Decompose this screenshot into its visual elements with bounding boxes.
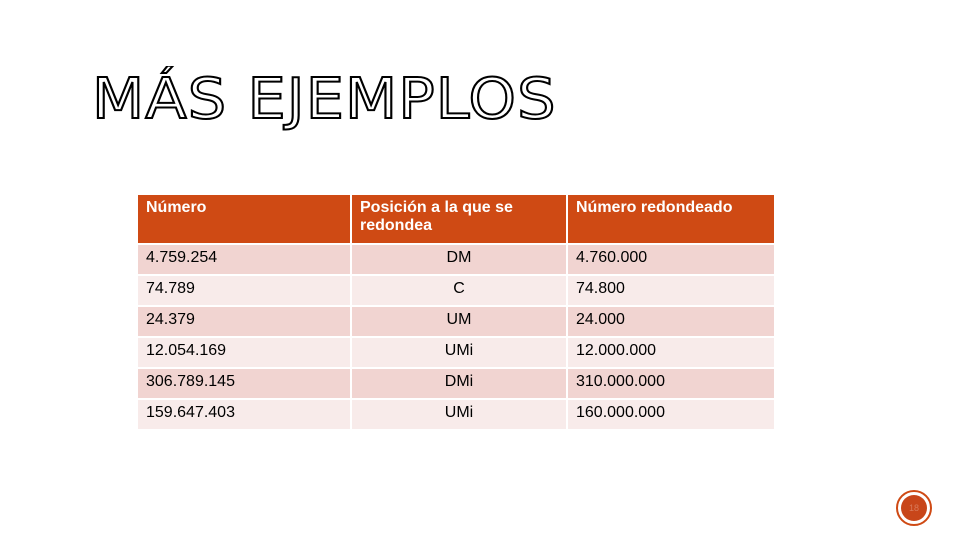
cell-redondeado: 74.800 bbox=[567, 275, 775, 306]
slide-number: 18 bbox=[901, 495, 927, 521]
cell-numero: 159.647.403 bbox=[137, 399, 351, 430]
header-posicion: Posición a la que se redondea bbox=[351, 194, 567, 244]
slide-title bbox=[92, 67, 557, 132]
cell-numero: 4.759.254 bbox=[137, 244, 351, 275]
cell-numero: 306.789.145 bbox=[137, 368, 351, 399]
cell-numero: 24.379 bbox=[137, 306, 351, 337]
table-row bbox=[137, 306, 775, 337]
cell-redondeado: 24.000 bbox=[567, 306, 775, 337]
slide-title-text: MÁS EJEMPLOS bbox=[92, 67, 557, 132]
table-row bbox=[137, 368, 775, 399]
cell-numero: 74.789 bbox=[137, 275, 351, 306]
header-numero: Número bbox=[137, 194, 351, 244]
cell-redondeado: 310.000.000 bbox=[567, 368, 775, 399]
table-row bbox=[137, 399, 775, 430]
cell-redondeado: 4.760.000 bbox=[567, 244, 775, 275]
cell-posicion: UM bbox=[351, 306, 567, 337]
cell-posicion: UMi bbox=[351, 337, 567, 368]
cell-redondeado: 12.000.000 bbox=[567, 337, 775, 368]
cell-posicion: C bbox=[351, 275, 567, 306]
header-numero-redondeado: Número redondeado bbox=[567, 194, 775, 244]
table-row bbox=[137, 337, 775, 368]
cell-numero: 12.054.169 bbox=[137, 337, 351, 368]
table-row bbox=[137, 275, 775, 306]
cell-posicion: DMi bbox=[351, 368, 567, 399]
table-header-row bbox=[137, 194, 775, 244]
cell-redondeado: 160.000.000 bbox=[567, 399, 775, 430]
table-row bbox=[137, 244, 775, 275]
rounding-examples-table bbox=[136, 193, 776, 431]
cell-posicion: UMi bbox=[351, 399, 567, 430]
cell-posicion: DM bbox=[351, 244, 567, 275]
slide-number-badge bbox=[896, 490, 932, 526]
